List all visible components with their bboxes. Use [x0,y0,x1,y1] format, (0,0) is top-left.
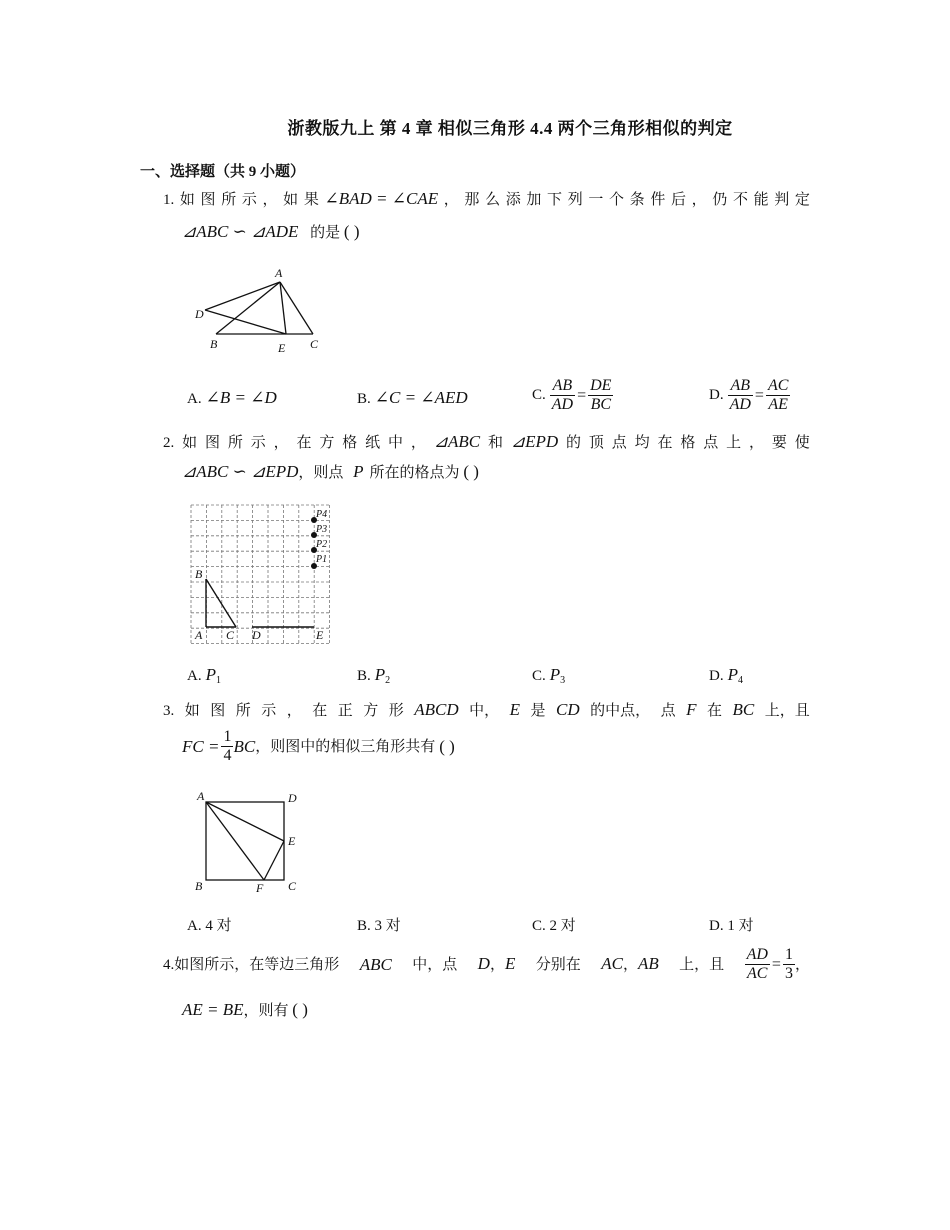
q4-point-d: D [477,954,490,973]
numerator: AB [550,377,575,396]
page-title: 浙教版九上 第 4 章 相似三角形 4.4 两个三角形相似的判定 [287,119,733,138]
q2-char: 所 [227,435,243,451]
q4-side-ac: AC [601,954,623,973]
q2-char: 点 [611,435,627,451]
q3-text: 在 [706,703,722,719]
q1-char: 一 [588,192,604,208]
option-label: B. [357,391,371,407]
q2-similarity: ⊿ABC ∽ ⊿EPD [182,462,299,481]
q1-label-b: B [210,337,218,351]
q1-line1 [163,189,810,210]
q2-option-a[interactable] [187,665,221,686]
q1-option-a[interactable] [187,388,277,408]
q2-char: 中 [387,435,403,451]
q3-text: ，则图中的相似三角形共有 [255,738,436,755]
option-label: B. [357,668,371,684]
q2-triangle-epd: ⊿EPD [510,432,559,451]
q2-number: 2. [163,435,175,451]
q3-char: ， [286,703,302,719]
q2-label-b: B [195,567,203,581]
q1-segment-ab [216,282,280,334]
q4-text: 中，点 [412,956,458,973]
q2-segment-bc [206,579,236,627]
q3-label-d: D [288,791,297,805]
q2-char: 格 [342,435,358,451]
fraction [783,946,795,983]
q1-char: 添 [505,192,521,208]
q2-point-p: P [353,462,364,481]
q4-line2 [182,1000,308,1021]
option-label: D. [709,918,724,934]
q3-text: 是 [530,703,546,719]
q3-label-b: B [195,879,203,893]
q1-char: 件 [650,192,666,208]
q4-point-e: E [504,954,516,973]
q1-char: 所 [221,192,237,208]
q1-option-c[interactable] [532,377,613,414]
q1-char: 加 [526,192,542,208]
option-label: C. [532,387,546,403]
question-2 [163,432,810,453]
q2-char: 示 [250,435,266,451]
q4-answer-paren: ( ) [292,1000,308,1019]
q3-char: 如 [184,703,200,719]
question-3 [163,700,810,721]
option-value: 3 对 [374,918,401,934]
q1-char: 条 [629,192,645,208]
option-subscript: 1 [215,675,221,686]
q1-char: 示 [241,192,257,208]
q1-line2 [182,222,359,243]
q2-text: 所在的格点为 [369,465,460,481]
q2-char: 如 [182,435,198,451]
q3-text: 中， [469,703,500,719]
q1-figure [190,262,330,358]
q2-line2 [182,462,479,483]
q1-char: 定 [794,192,810,208]
denominator: BC [590,396,612,413]
q2-char: 纸 [365,435,381,451]
q4-comma: ， [794,956,810,973]
q4-condition: AE = BE [182,1000,244,1019]
q3-point-e: E [509,700,520,719]
option-label: D. [709,387,724,403]
q3-side-bc: BC [732,700,755,719]
fraction [766,377,790,414]
q2-char: 在 [657,435,673,451]
q4-text: ，则有 [243,1003,289,1019]
q3-segment-af [206,802,264,880]
q4-sides [601,954,659,975]
q4-intro [163,955,339,975]
q2-grid-figure [190,503,335,645]
option-label: C. [532,918,546,934]
q1-char: 如 [283,192,299,208]
q3-point-f: F [686,700,697,719]
q1-line2-text: 的是 [310,225,341,241]
option-value: P [374,665,386,684]
q2-char: 在 [296,435,312,451]
q2-char: 要 [771,435,787,451]
option-label: A. [187,918,202,934]
q3-char: 示 [261,703,277,719]
option-label: A. [187,668,202,684]
q2-char: 上 [726,435,742,451]
q2-grid-lines [191,505,330,644]
q1-segment-ad [205,282,280,310]
q1-char: 能 [753,192,769,208]
q1-char: 个 [609,192,625,208]
q1-char: 列 [567,192,583,208]
q3-segment-fe [264,841,284,880]
equals: = [577,386,587,404]
q1-char: 后 [670,192,686,208]
denominator: AD [729,396,751,413]
q1-char: 下 [547,192,563,208]
q2-char: ， [410,435,426,451]
q1-label-a: A [275,266,283,280]
q3-label-a: A [197,789,205,803]
q1-condition: ∠BAD = ∠CAE [324,189,439,208]
q1-segment-de [205,310,286,334]
denominator: 4 [223,747,232,764]
q4-comma: ， [622,957,638,973]
denominator: AE [768,396,788,413]
q2-char: 方 [319,435,335,451]
q3-side-cd: CD [555,700,580,719]
option-subscript: 2 [385,675,391,686]
q1-label-e: E [278,341,286,355]
q3-text: 上，且 [764,703,810,719]
q1-char: 仍 [712,192,728,208]
option-value: P [205,665,216,684]
q2-char: 使 [794,435,810,451]
q4-side-ab: AB [637,954,659,973]
q3-option-b[interactable] [357,914,401,935]
q2-triangle-abc: ⊿ABC [433,432,481,451]
q1-number: 1. [163,192,175,208]
numerator: AD [746,946,768,963]
q2-char: 顶 [588,435,604,451]
q2-label-e: E [316,628,324,642]
option-subscript: 4 [737,675,743,686]
q3-char: 方 [363,703,379,719]
equals: = [754,386,764,404]
q2-char: ， [748,435,764,451]
q2-and: 和 [487,435,503,451]
q2-line1 [163,432,810,453]
question-1 [163,189,810,210]
q2-label-p2: P2 [316,539,328,550]
q3-figure [192,788,312,898]
q1-char: 如 [179,192,195,208]
option-value: ∠B = ∠D [205,388,277,407]
option-value: 2 对 [549,918,576,934]
q4-text: 分别在 [535,956,581,973]
q1-label-c: C [310,337,319,351]
q2-char: 均 [634,435,650,451]
equals: = [771,955,781,973]
q4-ratio [745,946,810,983]
q3-option-c[interactable] [532,914,576,935]
question-4 [163,946,810,983]
q2-text: ，则点 [298,465,344,481]
q3-label-f: F [256,881,264,895]
q3-option-a[interactable] [187,914,232,935]
denominator: 3 [784,965,793,982]
q1-char: 么 [485,192,501,208]
q2-char: 点 [703,435,719,451]
q2-label-p1: P1 [316,554,328,565]
q3-square: ABCD [414,700,459,719]
q4-text: 如图所示，在等边三角形 [174,956,340,973]
q2-label-d: D [252,628,261,642]
q3-fc: FC = [182,736,220,756]
fraction [728,377,753,414]
q4-comma: ， [489,957,505,973]
q2-label-a: A [195,628,203,642]
q2-answer-paren: ( ) [463,462,479,481]
option-label: B. [357,918,371,934]
q2-label-p4: P4 [316,509,328,520]
option-label: D. [709,668,724,684]
numerator: 1 [223,728,232,745]
fraction [221,728,233,765]
denominator: AC [747,965,768,982]
option-value: P [727,665,738,684]
q3-square-abcd [206,802,284,880]
q2-option-b[interactable] [357,665,390,686]
q1-label-d: D [195,307,204,321]
q4-text: 上，且 [679,956,725,973]
q2-label-p3: P3 [316,524,328,535]
q1-char: 那 [464,192,480,208]
q3-char: 所 [235,703,251,719]
q1-char: 图 [200,192,216,208]
q3-answer-paren: ( ) [439,736,455,756]
q3-label-e: E [288,834,296,848]
q3-label-c: C [288,879,297,893]
q3-char: 图 [210,703,226,719]
numerator: DE [590,377,612,394]
q2-char: 图 [204,435,220,451]
q4-triangle-abc: ABC [359,954,392,974]
section-heading: 一、选择题（共 9 小题） [140,164,306,180]
q3-text: 点 [660,703,676,719]
q1-char: 不 [732,192,748,208]
q3-line1 [163,700,810,721]
q3-number: 3. [163,703,175,719]
denominator: AD [551,396,574,413]
q2-char: 的 [565,435,581,451]
q1-char: ， [691,192,707,208]
q2-option-c[interactable] [532,665,565,686]
q3-option-d[interactable] [709,914,754,935]
q3-segment-ae [206,802,284,841]
q1-option-d[interactable] [709,377,790,414]
option-value: ∠C = ∠AED [374,388,468,407]
option-label: C. [532,668,546,684]
numerator: 1 [784,946,793,963]
q2-char: 格 [680,435,696,451]
fraction [588,377,613,414]
q1-option-b[interactable] [357,388,468,408]
option-label: A. [187,391,202,407]
q3-char: 在 [312,703,328,719]
option-value: 4 对 [205,918,232,934]
q2-char: ， [273,435,289,451]
q1-char: ， [262,192,278,208]
numerator: AC [767,377,789,394]
q1-similarity: ⊿ABC ∽ ⊿ADE [182,222,299,241]
q3-line2 [182,728,455,765]
q1-answer-paren: ( ) [343,222,360,241]
fraction [550,377,575,414]
fraction [745,946,770,983]
q3-text: 的中点， [590,703,651,719]
q4-number: 4. [163,956,175,973]
q1-char: 果 [303,192,319,208]
numerator: AB [728,377,753,396]
option-value: 1 对 [727,918,754,934]
q4-points [478,954,516,975]
q2-label-c: C [226,628,235,642]
q1-char: ， [443,192,459,208]
q1-char: 判 [774,192,790,208]
q2-option-d[interactable] [709,665,743,686]
option-value: P [549,665,561,684]
option-subscript: 3 [560,675,566,686]
q3-bc: BC [233,736,256,756]
q3-char: 形 [388,703,404,719]
q3-char: 正 [337,703,353,719]
